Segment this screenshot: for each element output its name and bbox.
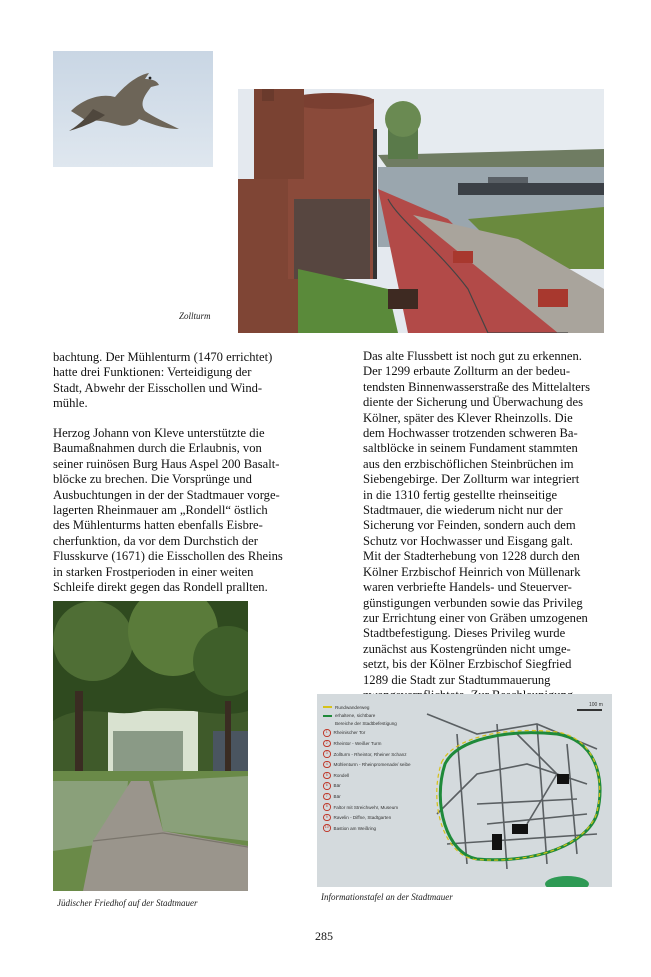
information-board-map (317, 694, 612, 887)
text-line: diente der Sicherung und Überwachung des (363, 395, 583, 410)
legend-item (323, 812, 415, 823)
text-line: Herzog Johann von Kleve unterstützte die (53, 426, 265, 440)
right-paragraph-1 (363, 349, 596, 703)
text-line: cherfunktion, da vor dem Durchstich der (53, 533, 258, 548)
text-line: in die 1310 fertig gestellte rheinseitige (363, 487, 558, 502)
legend-title: Rundwanderweg (335, 704, 370, 710)
text-line: Sicherung vor Feinden, sondern auch dem (363, 518, 576, 533)
page-number: 285 (315, 929, 333, 943)
legend-item (323, 802, 415, 813)
legend-item (323, 749, 415, 760)
legend-label: Bär (333, 793, 341, 799)
legend-route (323, 702, 415, 713)
text-line: des Mühlenturms hatten ebenfalls Eisbre- (53, 518, 263, 533)
text-line: Baumaßnahmen durch die Erlaubnis, von (53, 441, 262, 456)
legend-item (323, 728, 415, 739)
text-line: setzt, bis der Kölner Erzbischof Siegfried (363, 657, 572, 672)
text-line: Das alte Flussbett ist noch gut zu erkennen. (363, 349, 582, 363)
bird-image (53, 51, 213, 167)
text-line: Kölner, später des Klever Rheinzolls. Die (363, 410, 573, 425)
legend-number: 5 (323, 772, 331, 780)
friedhof-image (53, 601, 248, 891)
text-line: Kölner Erzbischof Heinrich von Müllenark (363, 564, 581, 579)
text-line: Der 1299 erbaute Zollturm an der bedeu- (363, 364, 571, 379)
scale-label: 100 m (589, 702, 603, 708)
text-line: hatte drei Funktionen: Verteidigung der (53, 365, 252, 380)
text-line: tendsten Binnenwasserstraße des Mittelalters (363, 379, 590, 394)
legend-label: Bär (333, 783, 341, 789)
text-line: zunächst aus Kostengründen nicht umge- (363, 641, 571, 656)
text-line: 1289 die Stadt zur Stadtummauerung (363, 672, 551, 687)
text-line: Ausbuchtungen in der der Stadtmauer vorge- (53, 487, 280, 502)
left-paragraph-1 (53, 350, 287, 412)
text-line: seiner ruinösen Burg Haus Aspel 200 Basalt- (53, 456, 280, 471)
text-line: aus den erzbischöflichen Steinbrüchen im (363, 456, 574, 471)
text-line: Schleife direkt gegen das Rondell prallten. (53, 580, 268, 595)
text-line: lagerten Rheinmauer am „Rondell“ östlich (53, 503, 268, 518)
text-line: Stadtbefestigung. Dieses Privileg wurde (363, 626, 566, 641)
bird-photo (53, 51, 213, 167)
legend-number: 9 (323, 814, 331, 822)
text-line: Siebengebirge. Der Zollturm war integriert (363, 472, 580, 487)
text-line: Stadtmauer, die wiederum nicht nur der (363, 503, 563, 518)
legend-number: 6 (323, 782, 331, 790)
wall-swatch (323, 715, 332, 717)
legend-item (323, 738, 415, 749)
legend-number: 1 (323, 729, 331, 737)
text-line: waren verbriefte Handels- und Steuerver- (363, 580, 572, 595)
zollturm-photo (238, 89, 604, 333)
legend-label: Bastion am Weißring (333, 825, 377, 831)
legend-item (323, 759, 415, 770)
legend-number: 7 (323, 793, 331, 801)
legend-label: Faltor mit Streichwehr, Museum (333, 804, 399, 810)
text-line: mühle. (53, 396, 88, 411)
friedhof-caption: Jüdischer Friedhof auf der Stadtmauer (57, 898, 198, 908)
map-caption: Informationstafel an der Stadtmauer (321, 892, 453, 902)
legend-item (323, 823, 415, 834)
legend-number: 2 (323, 740, 331, 748)
legend-label: Rheinischer Tor (333, 730, 366, 736)
legend-number: 4 (323, 761, 331, 769)
scale-bar (577, 709, 602, 711)
legend-walls-label-2: Bereiche der Stadtbefestigung (335, 720, 397, 726)
route-swatch (323, 706, 332, 708)
legend-walls-line2 (323, 719, 415, 728)
legend-label: Rondell (333, 772, 350, 778)
legend-label: Zollturm - Rheintor, Rheiner Schanz (333, 751, 407, 757)
zollturm-caption: Zollturm (179, 311, 211, 321)
text-line: Stadt, Abwehr der Eisschollen und Wind- (53, 380, 263, 395)
legend-item (323, 781, 415, 792)
text-line: saltblöcke in seinem Fundament stammten (363, 441, 578, 456)
legend-number: 10 (323, 824, 331, 832)
text-line: dem Hochwasser trotzenden schweren Ba- (363, 426, 578, 441)
legend-label: Rheintor - Weißer Turm (333, 740, 382, 746)
legend-label: Mühlenturm - Rheinpromenade/ seibe (333, 762, 411, 768)
map-legend (323, 702, 415, 834)
legend-item (323, 791, 415, 802)
text-line: Flusskurve (1671) die Eisschollen des Rheins (53, 549, 283, 564)
text-line: in starken Frostperioden in einer weiten (53, 564, 254, 579)
legend-number: 8 (323, 803, 331, 811)
legend-label: Ravelin - Diffne, Stadtgarten (333, 815, 392, 821)
town-map-drawing (417, 694, 612, 887)
text-line: Mit der Stadterhebung von 1228 durch den (363, 549, 580, 564)
zollturm-image (238, 89, 604, 333)
legend-walls-label: erhaltene, sichtbare (335, 713, 376, 719)
text-line: bachtung. Der Mühlenturm (1470 errichtet) (53, 350, 273, 364)
text-line: Schutz vor Hochwasser und Eisgang galt. (363, 533, 573, 548)
legend-item (323, 770, 415, 781)
text-line: blöcke zu brechen. Die Vorsprünge und (53, 472, 252, 487)
left-paragraph-2 (53, 426, 287, 595)
friedhof-photo (53, 601, 248, 891)
text-line: günstigungen verbunden sowie das Privileg (363, 595, 583, 610)
text-line: zur Errichtung einer von Gräben umzogenen (363, 610, 588, 625)
legend-number: 3 (323, 750, 331, 758)
